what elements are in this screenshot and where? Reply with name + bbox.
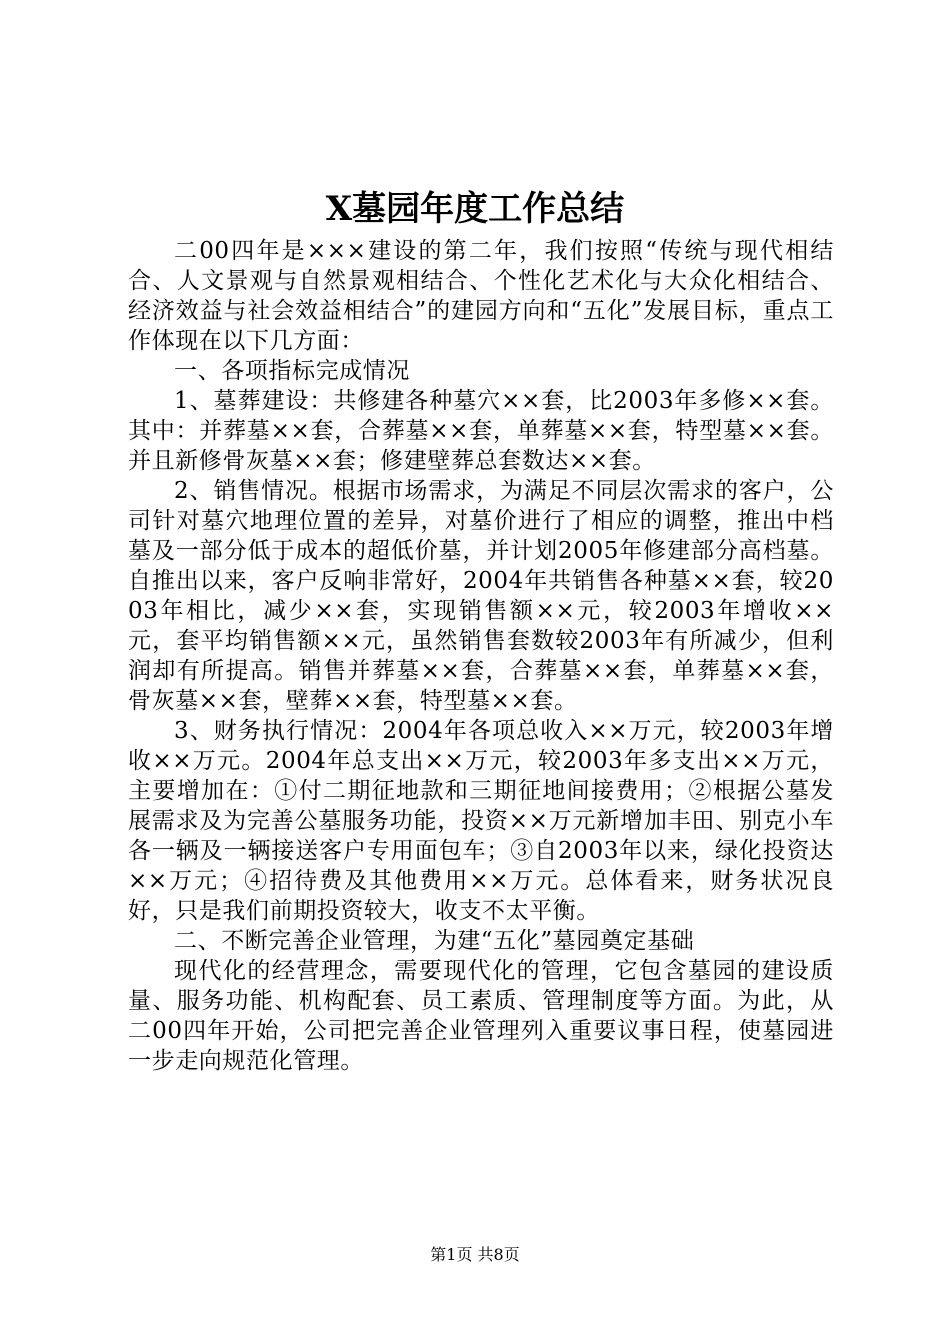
paragraph-intro: 二00四年是×××建设的第二年，我们按照“传统与现代相结合、人文景观与自然景观相结合、个性化艺术化与大众化相结合、经济效益与社会效益相结合”的建园方向和“五化”发展目标，重点工作体现在以下几方面： [128,238,834,354]
page-footer: 第1页 共8页 [430,1245,520,1264]
document-title: X墓园年度工作总结 [325,189,625,229]
document-body [128,236,834,1076]
paragraph-management: 现代化的经营理念，需要现代化的管理，它包含墓园的建设质量、服务功能、机构配套、员工素质、管理制度等方面。为此，从二00四年开始，公司把完善企业管理列入重要议事日程，使墓园进一步走向规范化管理。 [128,958,834,1074]
paragraph-burial-construction: 1、墓葬建设：共修建各种墓穴××套，比2003年多修××套。其中：并葬墓××套，合葬墓××套，单葬墓××套，特型墓××套。并且新修骨灰墓××套；修建壁葬总套数达××套。 [128,388,834,474]
paragraph-sales: 2、销售情况。根据市场需求，为满足不同层次需求的客户，公司针对墓穴地理位置的差异，对墓价进行了相应的调整，推出中档墓及一部分低于成本的超低价墓，并计划2005年修建部分高档墓。自推出以来，客户反响非常好，2004年共销售各种墓××套，较2003年相比，减少××套，实现销售额××元，较2003年增收××元，套平均销售额××元，虽然销售套数较2003年有所减少，但利润却有所提高。销售并葬墓××套，合葬墓××套，单葬墓××套，骨灰墓××套，壁葬××套，特型墓××套。 [128,478,834,714]
section-heading-2: 二、不断完善企业管理，为建“五化”墓园奠定基础 [174,928,695,954]
paragraph-finance: 3、财务执行情况：2004年各项总收入××万元，较2003年增收××万元。2004年总支出××万元，较2003年多支出××万元，主要增加在：①付二期征地款和三期征地间接费用；②根据公墓发展需求及为完善公墓服务功能，投资××万元新增加丰田、别克小车各一辆及一辆接送客户专用面包车；③自2003年以来，绿化投资达××万元；④招待费及其他费用××万元。总体看来，财务状况良好，只是我们前期投资较大，收支不太平衡。 [128,718,834,924]
section-heading-1: 一、各项指标完成情况 [174,358,410,384]
